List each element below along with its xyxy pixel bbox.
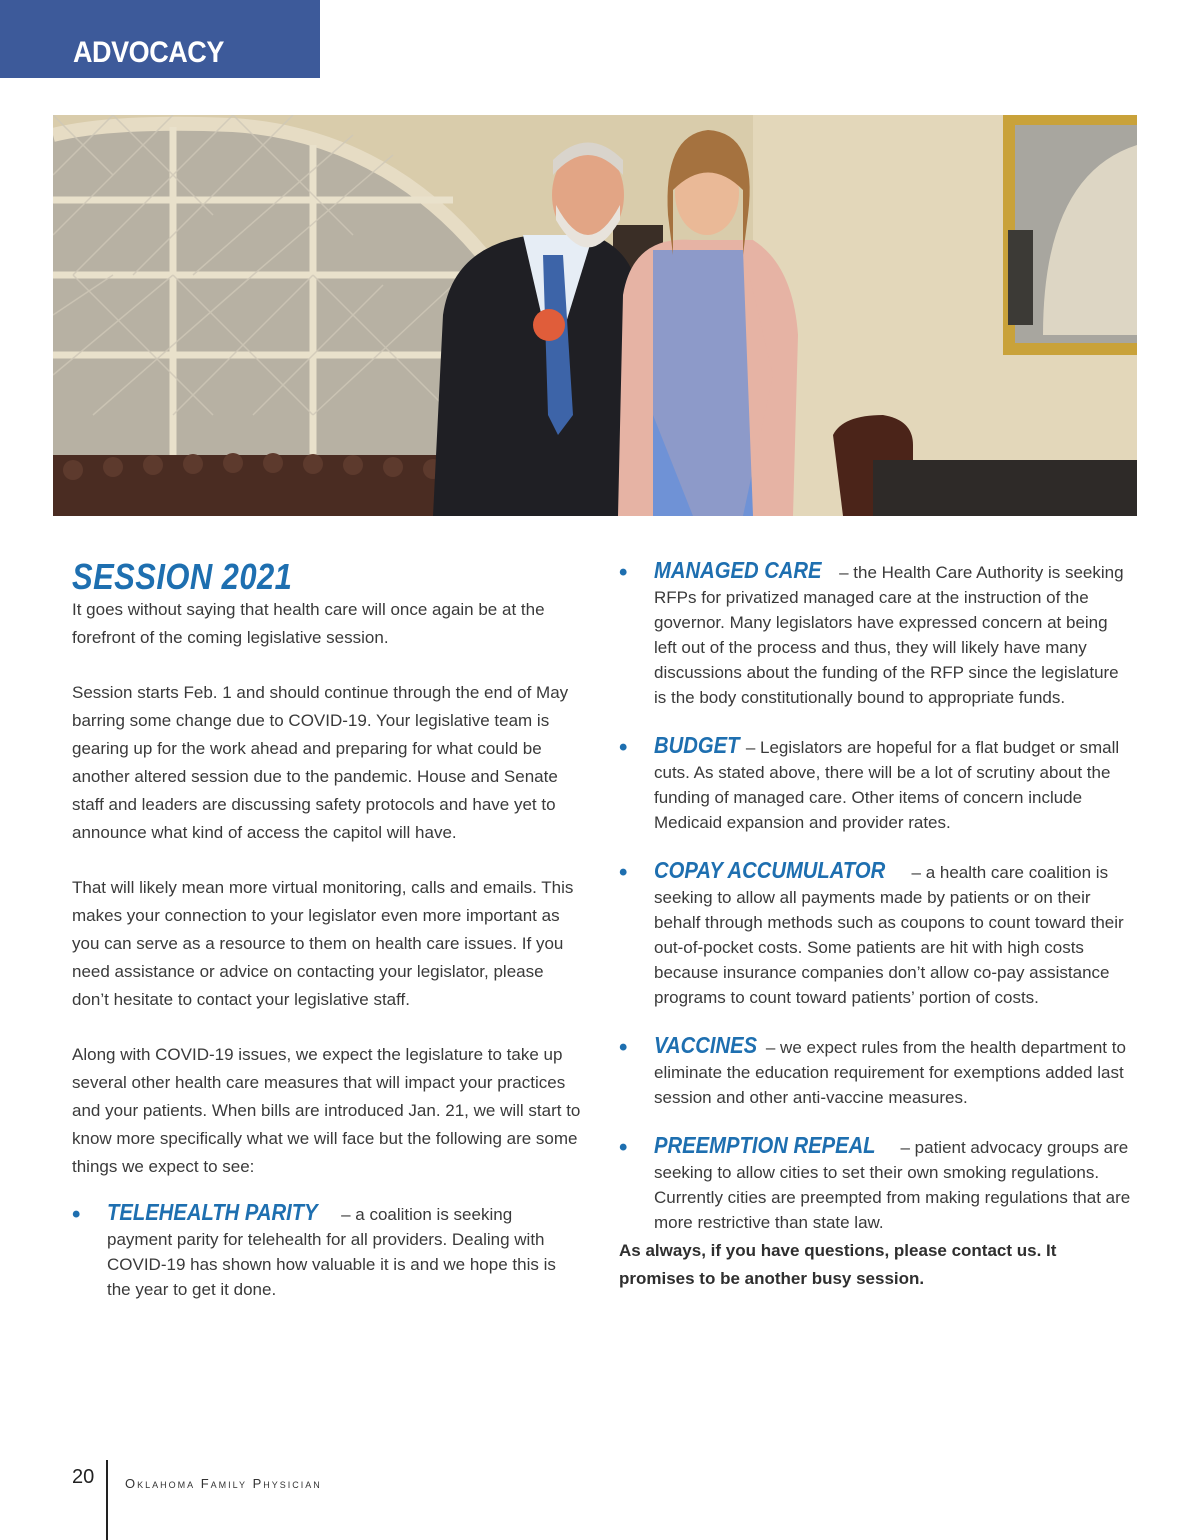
footer-divider [106, 1460, 108, 1540]
publication-name-text: Oklahoma Family Physician [125, 1476, 322, 1491]
section-tab [0, 0, 320, 78]
bullet-dot: • [619, 1134, 628, 1161]
bullet-dot: • [619, 1034, 628, 1061]
bullet-dot: • [72, 1201, 81, 1228]
paragraph-intro: It goes without saying that health care will once again be at the forefront of the coming legislative session. [72, 600, 545, 647]
photo-illustration [53, 115, 1137, 516]
bullet-description: – patient advocacy groups are seeking to allow cities to set their own smoking regulations. Currently cities are preempted from making regulations that are more restrictive than state law. [654, 1138, 1131, 1232]
bullet-term: VACCINES [654, 1032, 758, 1058]
paragraph-virtual-monitoring: That will likely mean more virtual monitoring, calls and emails. This makes your connection to your legislator even more important as you can serve as a resource to them on health care issues. If you need assistance or advice on contacting your legislator, please don’t hesitate to contact your legislative staff. [72, 878, 574, 1009]
bullet-description: – we expect rules from the health department to eliminate the education requirement for exemptions added last session and other anti-vaccine measures. [654, 1038, 1126, 1107]
article-body-left [72, 596, 582, 1208]
closing-statement: As always, if you have questions, please contact us. It promises to be another busy session. [619, 1241, 1057, 1288]
bullet-vaccines [619, 1033, 1134, 1111]
bullet-term: MANAGED CARE [654, 557, 822, 583]
bullet-term: BUDGET [654, 732, 740, 758]
paragraph-health-measures: Along with COVID-19 issues, we expect the legislature to take up several other health care measures that will impact your practices and your patients. When bills are introduced Jan. 21, we will start to know more specifically what we will face but the following are some things we expect to see: [72, 1045, 581, 1176]
bullet-managed-care [619, 558, 1134, 711]
bullet-telehealth-parity [72, 1200, 582, 1303]
bullet-list-left [72, 1200, 582, 1303]
bullet-description: – a coalition is seeking payment parity for telehealth for all providers. Dealing with COVID-19 has shown how valuable it is and we hope this is the year to get it done. [107, 1205, 556, 1299]
bullet-copay-accumulator [619, 858, 1134, 1011]
photo-of-two-people-icon [53, 115, 1137, 516]
bullet-description: – a health care coalition is seeking to allow all payments made by patients or on their behalf through methods such as coupons to count toward their out-of-pocket costs. Some patients are hit with high costs because insurance companies don’t allow co-pay assistance programs to count toward patients’ portion of costs. [654, 863, 1124, 1007]
article-title: SESSION 2021 [72, 556, 293, 597]
bullet-dot: • [619, 734, 628, 761]
bullet-term: COPAY ACCUMULATOR [654, 857, 886, 883]
publication-name [125, 1476, 322, 1491]
bullet-preemption-repeal [619, 1133, 1134, 1236]
section-label: ADVOCACY [73, 36, 224, 69]
bullet-budget [619, 733, 1134, 836]
bullet-dot: • [619, 859, 628, 886]
bullet-dot: • [619, 559, 628, 586]
bullet-list-right [619, 558, 1134, 1258]
bullet-term: TELEHEALTH PARITY [107, 1199, 318, 1225]
bullet-description: – the Health Care Authority is seeking RFPs for privatized managed care at the instruction of the governor. Many legislators have expressed concern at being left out of the process and thus, they will likely have many discussions about the funding of the RFP since the legislature is the body constitutionally bound to appropriate funds. [654, 563, 1124, 707]
bullet-description: – Legislators are hopeful for a flat budget or small cuts. As stated above, there will be a lot of scrutiny about the funding of managed care. Other items of concern include Medicaid expansion and provider rates. [654, 738, 1120, 832]
page-number: 20 [72, 1466, 95, 1488]
bullet-term: PREEMPTION REPEAL [654, 1132, 876, 1158]
paragraph-session-dates: Session starts Feb. 1 and should continue through the end of May barring some change due to COVID-19. Your legislative team is gearing up for the work ahead and preparing for what could be another altered session due to the pandemic. House and Senate staff and leaders are discussing safety protocols and have yet to announce what kind of access the capitol will have. [72, 683, 569, 842]
